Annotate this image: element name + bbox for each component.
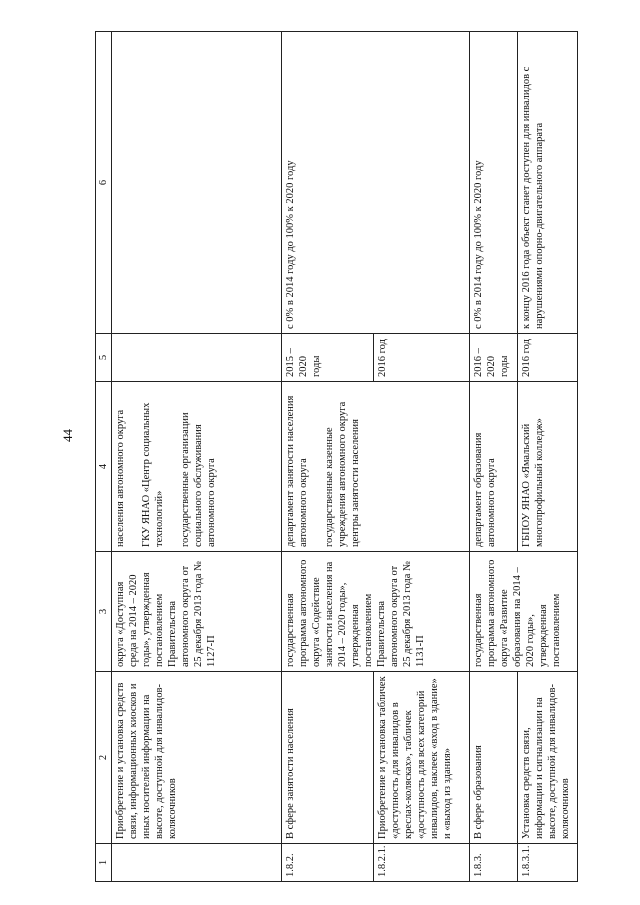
row-number: 1.8.2. [282, 844, 374, 882]
header-cell: 5 [96, 334, 112, 382]
measure-name: Установка средств связи, информации и сигнализации на высоте, доступной для инвалидов-колясочников [518, 672, 578, 844]
expected-result [112, 32, 282, 334]
responsible-executors [112, 382, 282, 552]
program-document: государственная программа автономного округа «Содействие занятости населения на 2014 – 2020 годы», утвержденная постановлением Правительства автономного округа от 25 декабря 2013 года № 1131-П [282, 552, 470, 672]
executor-text: населения автономного округа [115, 409, 126, 547]
row-number [112, 844, 282, 882]
deadline: 2016 – 2020 годы [470, 334, 518, 382]
measure-name: В сфере образования [470, 672, 518, 844]
deadline: 2016 год [374, 334, 470, 382]
measure-name: В сфере занятости населения [282, 672, 374, 844]
measure-name: Приобретение и установка средств связи, информационных киосков и иных носителей информации на высоте, доступной для инвалидов-колясочников [112, 672, 282, 844]
program-document: государственная программа автономного округа «Развитие образования на 2014 – 2020 годы», утвержденная постановлением [470, 552, 578, 672]
measures-table [95, 31, 578, 882]
header-cell: 2 [96, 672, 112, 844]
executor-text: департамент занятости населения автономного округа [285, 395, 309, 547]
deadline: 2015 – 2020 годы [282, 334, 374, 382]
header-cell: 6 [96, 32, 112, 334]
rotated-page-content [95, 32, 610, 882]
header-cell: 1 [96, 844, 112, 882]
row-number: 1.8.3. [470, 844, 518, 882]
responsible-executors: ГБПОУ ЯНАО «Ямальский многопрофильный колледж» [518, 382, 578, 552]
row-number: 1.8.2.1. [374, 844, 470, 882]
table-row [282, 32, 374, 882]
expected-result: с 0% в 2014 году до 100% к 2020 году [282, 32, 470, 334]
executor-text: ГКУ ЯНАО «Центр социальных технологий» [141, 402, 165, 547]
responsible-executors [282, 382, 470, 552]
measure-name: Приобретение и установка табличек «доступность для инвалидов в креслах-колясках», табличек «доступность для всех категорий инвалидов, наклеек «вход в здание» и «выход из здания» [374, 672, 470, 844]
row-number: 1.8.3.1. [518, 844, 578, 882]
executor-text: государственные казенные учреждения автономного округа центры занятости населения [324, 401, 361, 547]
expected-result: к концу 2016 года объект станет доступен для инвалидов с нарушениями опорно-двигательного аппарата [518, 32, 578, 334]
deadline: 2016 год [518, 334, 578, 382]
table-row [518, 32, 578, 882]
header-cell: 3 [96, 552, 112, 672]
deadline [112, 334, 282, 382]
table-row [470, 32, 518, 882]
table-header-row [96, 32, 112, 882]
responsible-executors: департамент образования автономного округа [470, 382, 518, 552]
page-number: 44 [60, 429, 75, 442]
expected-result: с 0% в 2014 году до 100% к 2020 году [470, 32, 518, 334]
table-row [112, 32, 282, 882]
header-cell: 4 [96, 382, 112, 552]
executor-text: государственные организации социального обслуживания автономного округа [180, 412, 217, 547]
program-document: округа «Доступная среда на 2014 – 2020 годы», утвержденная постановлением Правительства автономного округа от 25 декабря 2013 года № 1127-П [112, 552, 282, 672]
